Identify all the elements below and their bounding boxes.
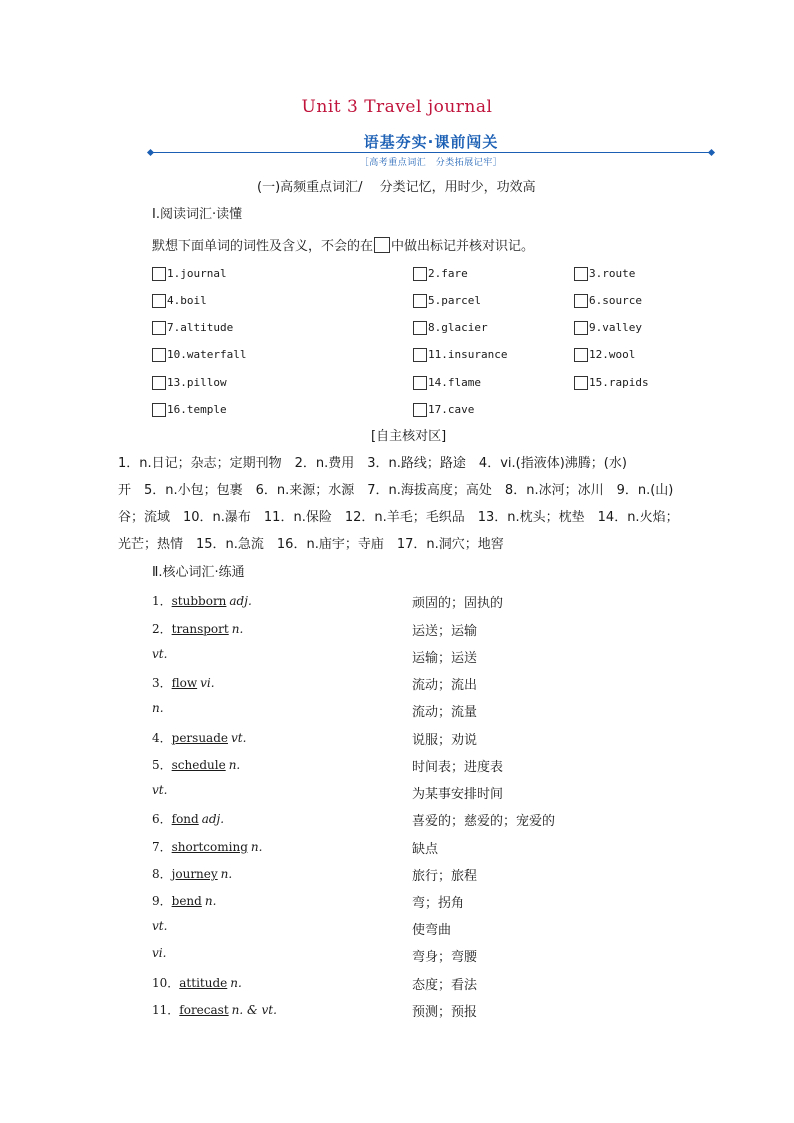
core-meaning: 运送；运输 <box>412 624 478 639</box>
core-word: shortcoming <box>171 840 248 854</box>
checkbox[interactable] <box>413 403 427 417</box>
part-of-speech: vi. <box>200 676 215 690</box>
core-vocab-row <box>152 974 712 994</box>
answer-line: 光芒；热情 15．n.急流 16．n.庙宇；寺庙 17．n.洞穴；地窖 <box>118 537 504 552</box>
vocab-item[interactable]: 5.parcel <box>413 293 481 308</box>
core-english <box>152 783 167 797</box>
core-word: fond <box>171 812 199 826</box>
banner-subtitle: ［高考重点词汇 分类拓展记牢］ <box>359 158 503 168</box>
vocab-item[interactable]: 15.rapids <box>574 375 649 390</box>
vocab-item[interactable]: 2.fare <box>413 266 468 281</box>
core-vocab-row <box>152 892 712 912</box>
item-number: 6． <box>152 812 172 826</box>
check-zone-label: [自主核对区] <box>371 429 447 444</box>
checkbox[interactable] <box>152 403 166 417</box>
core-vocab-row <box>152 729 712 749</box>
core-word: schedule <box>171 758 226 772</box>
core-english <box>152 756 240 773</box>
part-of-speech: vi. <box>152 946 167 960</box>
core-word: journey <box>171 867 218 881</box>
vocab-item[interactable]: 7.altitude <box>152 320 233 335</box>
core-meaning: 使弯曲 <box>412 923 452 938</box>
part-of-speech: vt. <box>152 783 168 797</box>
checkbox[interactable] <box>413 294 427 308</box>
checkbox[interactable] <box>574 376 588 390</box>
item-number: 2． <box>152 622 172 636</box>
checkbox[interactable] <box>574 267 588 281</box>
core-word: transport <box>171 622 229 636</box>
vocab-item[interactable]: 16.temple <box>152 402 227 417</box>
core-vocab-row <box>152 620 712 640</box>
vocab-item[interactable]: 6.source <box>574 293 642 308</box>
vocab-item[interactable]: 1.journal <box>152 266 227 281</box>
core-meaning: 流动；流出 <box>412 678 478 693</box>
core-vocab-row <box>152 592 712 612</box>
vocab-item[interactable]: 3.route <box>574 266 635 281</box>
answer-line: 开 5．n.小包；包裹 6．n.来源；水源 7．n.海拔高度；高处 8．n.冰河；冰川 9．n.(山) <box>118 483 674 498</box>
section2-title: Ⅱ.核心词汇·练通 <box>152 565 245 580</box>
vocab-item[interactable]: 9.valley <box>574 320 642 335</box>
part-of-speech: vt. <box>152 647 168 661</box>
answer-line: 1．n.日记；杂志；定期刊物 2．n.费用 3．n.路线；路途 4．vi.(指液体)沸腾；(水) <box>118 456 627 471</box>
item-number: 11． <box>152 1003 180 1017</box>
instruction <box>152 237 534 255</box>
core-word: flow <box>171 676 198 690</box>
core-meaning: 顽固的；固执的 <box>412 596 504 611</box>
core-english <box>152 1001 277 1018</box>
vocab-item[interactable]: 4.boil <box>152 293 207 308</box>
checkbox[interactable] <box>413 267 427 281</box>
banner-title: 语基夯实·课前闯关 <box>363 133 499 151</box>
vocab-item[interactable]: 10.waterfall <box>152 347 246 362</box>
core-vocab-row <box>152 674 712 694</box>
item-number: 5． <box>152 758 172 772</box>
checkbox[interactable] <box>574 294 588 308</box>
core-word: forecast <box>179 1003 229 1017</box>
core-meaning: 旅行；旅程 <box>412 869 478 884</box>
core-vocab-row <box>152 919 712 939</box>
part-of-speech: adj. <box>229 594 252 608</box>
checkbox[interactable] <box>574 348 588 362</box>
checkbox[interactable] <box>152 376 166 390</box>
core-meaning: 预测；预报 <box>412 1005 478 1020</box>
core-vocab-row <box>152 756 712 776</box>
unit-title: Unit 3 Travel journal <box>301 97 493 117</box>
core-english <box>152 620 243 637</box>
core-meaning: 缺点 <box>412 842 439 857</box>
part-of-speech: n. <box>228 758 241 772</box>
item-number: 8． <box>152 867 172 881</box>
checkbox[interactable] <box>152 348 166 362</box>
core-meaning: 运输；运送 <box>412 651 478 666</box>
core-vocab-row <box>152 1001 712 1021</box>
core-english <box>152 701 164 715</box>
vocab-item[interactable]: 11.insurance <box>413 347 507 362</box>
core-meaning: 流动；流量 <box>412 705 478 720</box>
part-of-speech: n. <box>204 894 217 908</box>
core-meaning: 弯身；弯腰 <box>412 950 478 965</box>
core-english <box>152 647 167 661</box>
core-meaning: 喜爱的；慈爱的；宠爱的 <box>412 814 556 829</box>
checkbox[interactable] <box>413 321 427 335</box>
core-vocab-row <box>152 647 712 667</box>
checkbox[interactable] <box>574 321 588 335</box>
core-meaning: 为某事安排时间 <box>412 787 504 802</box>
part-of-speech: n. & vt. <box>231 1003 277 1017</box>
item-number: 10． <box>152 976 180 990</box>
vocab-item[interactable]: 17.cave <box>413 402 474 417</box>
vocab-item[interactable]: 12.wool <box>574 347 635 362</box>
section1-title: Ⅰ.阅读词汇·读懂 <box>152 207 243 222</box>
part-of-speech: n. <box>231 622 244 636</box>
part-of-speech: n. <box>250 840 263 854</box>
core-english <box>152 865 232 882</box>
part-of-speech: n. <box>220 867 233 881</box>
core-vocab-row <box>152 810 712 830</box>
core-meaning: 态度；看法 <box>412 978 478 993</box>
answer-line: 谷；流域 10．n.瀑布 11．n.保险 12．n.羊毛；毛织品 13．n.枕头；枕垫 14．n.火焰； <box>118 510 679 525</box>
part-of-speech: vt. <box>152 919 168 933</box>
core-english <box>152 946 166 960</box>
banner-divider <box>150 152 712 153</box>
core-english <box>152 919 167 933</box>
item-number: 1． <box>152 594 172 608</box>
core-vocab-row <box>152 783 712 803</box>
core-english <box>152 974 242 991</box>
core-vocab-row <box>152 838 712 858</box>
checkbox[interactable] <box>413 376 427 390</box>
item-number: 9． <box>152 894 172 908</box>
part-of-speech: vt. <box>230 731 247 745</box>
core-vocab-row <box>152 946 712 966</box>
part-of-speech: n. <box>152 701 164 715</box>
instruction-post: 中做出标记并核对识记。 <box>391 239 535 254</box>
core-english <box>152 838 262 855</box>
core-word: stubborn <box>171 594 227 608</box>
core-english <box>152 810 224 827</box>
item-number: 3． <box>152 676 172 690</box>
item-number: 7． <box>152 840 172 854</box>
core-meaning: 时间表；进度表 <box>412 760 504 775</box>
instruction-pre: 默想下面单词的词性及含义，不会的在 <box>152 239 374 254</box>
vocab-item[interactable]: 13.pillow <box>152 375 227 390</box>
checkbox[interactable] <box>152 267 166 281</box>
section-heading: (一)高频重点词汇/ 分类记忆，用时少，功效高 <box>257 180 536 195</box>
item-number: 4． <box>152 731 172 745</box>
core-english <box>152 729 246 746</box>
core-word: attitude <box>179 976 228 990</box>
vocab-item[interactable]: 8.glacier <box>413 320 488 335</box>
core-meaning: 说服；劝说 <box>412 733 478 748</box>
core-english <box>152 892 216 909</box>
checkbox[interactable] <box>152 294 166 308</box>
section-banner <box>150 128 712 168</box>
core-english <box>152 592 252 609</box>
checkbox[interactable] <box>413 348 427 362</box>
core-word: persuade <box>171 731 228 745</box>
core-english <box>152 674 215 691</box>
part-of-speech: adj. <box>201 812 225 826</box>
core-vocab-row <box>152 865 712 885</box>
core-word: bend <box>171 894 202 908</box>
core-meaning: 弯；拐角 <box>412 896 465 911</box>
checkbox[interactable] <box>152 321 166 335</box>
vocab-item[interactable]: 14.flame <box>413 375 481 390</box>
part-of-speech: n. <box>230 976 242 990</box>
core-vocab-row <box>152 701 712 721</box>
checkbox-icon <box>374 237 390 253</box>
